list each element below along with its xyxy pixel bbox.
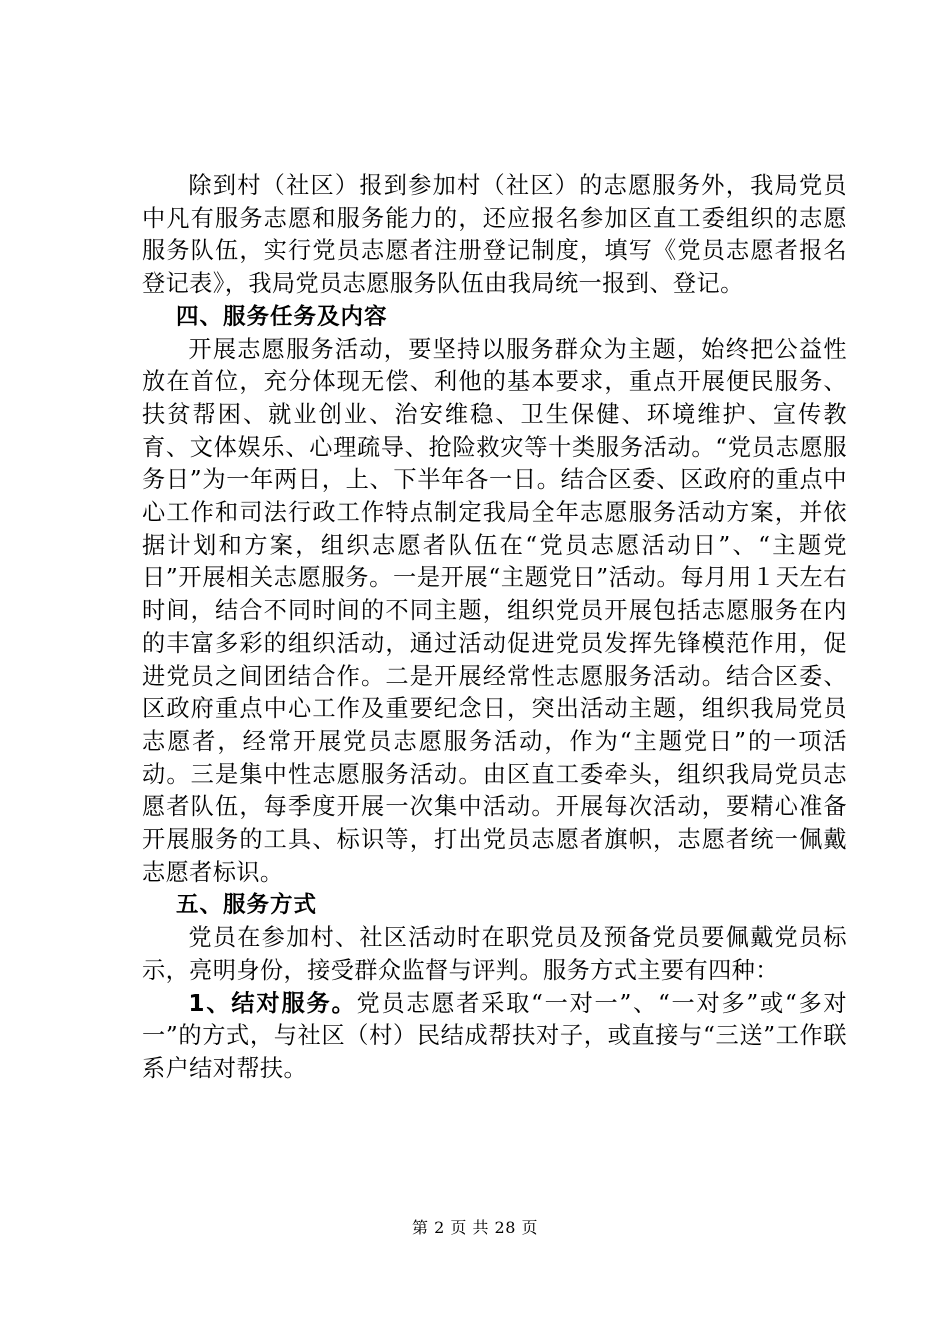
list-item-lead: 1、结对服务。 [188,989,357,1017]
paragraph-service-content: 开展志愿服务活动，要坚持以服务群众为主题，始终把公益性放在首位，充分体现无偿、利他的基本要求，重点开展便民服务、扶贫帮困、就业创业、治安维稳、卫生保健、环境维护、宣传教育、文体娱乐、心理疏导、抢险救灾等十类服务活动。“党员志愿服务日”为一年两日，上、下半年各一日。结合区委、区政府的重点中心工作和司法行政工作特点制定我局全年志愿服务活动方案，并依据计划和方案，组织志愿者队伍在“党员志愿活动日”、“主题党日”开展相关志愿服务。一是开展“主题党日”活动。每月用１天左右时间，结合不同时间的不同主题，组织党员开展包括志愿服务在内的丰富多彩的组织活动，通过活动促进党员发挥先锋模范作用，促进党员之间团结合作。二是开展经常性志愿服务活动。结合区委、区政府重点中心工作及重要纪念日，突出活动主题，组织我局党员志愿者，经常开展党员志愿服务活动，作为“主题党日”的一项活动。三是集中性志愿服务活动。由区直工委牵头，组织我局党员志愿者队伍，每季度开展一次集中活动。开展每次活动，要精心准备开展服务的工具、标识等，打出党员志愿者旗帜，志愿者统一佩戴志愿者标识。 [142,335,847,886]
page-footer: 第 2 页 共 28 页 [412,1218,538,1237]
list-item-paired-service [142,988,847,1086]
document-body [142,170,847,1086]
section-heading-service-tasks: 四、服务任务及内容 [176,303,388,330]
paragraph-registration: 除到村（社区）报到参加村（社区）的志愿服务外，我局党员中凡有服务志愿和服务能力的，还应报名参加区直工委组织的志愿服务队伍，实行党员志愿者注册登记制度，填写《党员志愿者报名登记表》，我局党员志愿服务队伍由我局统一报到、登记。 [142,172,847,298]
paragraph-service-methods-intro: 党员在参加村、社区活动时在职党员及预备党员要佩戴党员标示，亮明身份，接受群众监督与评判。服务方式主要有四种： [142,924,847,984]
list-item-text: 党员志愿者采取“一对一”、“一对多”或“多对一”的方式，与社区（村）民结成帮扶对子，或直接与“三送”工作联系户结对帮扶。 [142,989,847,1082]
section-heading-service-methods: 五、服务方式 [176,892,318,919]
